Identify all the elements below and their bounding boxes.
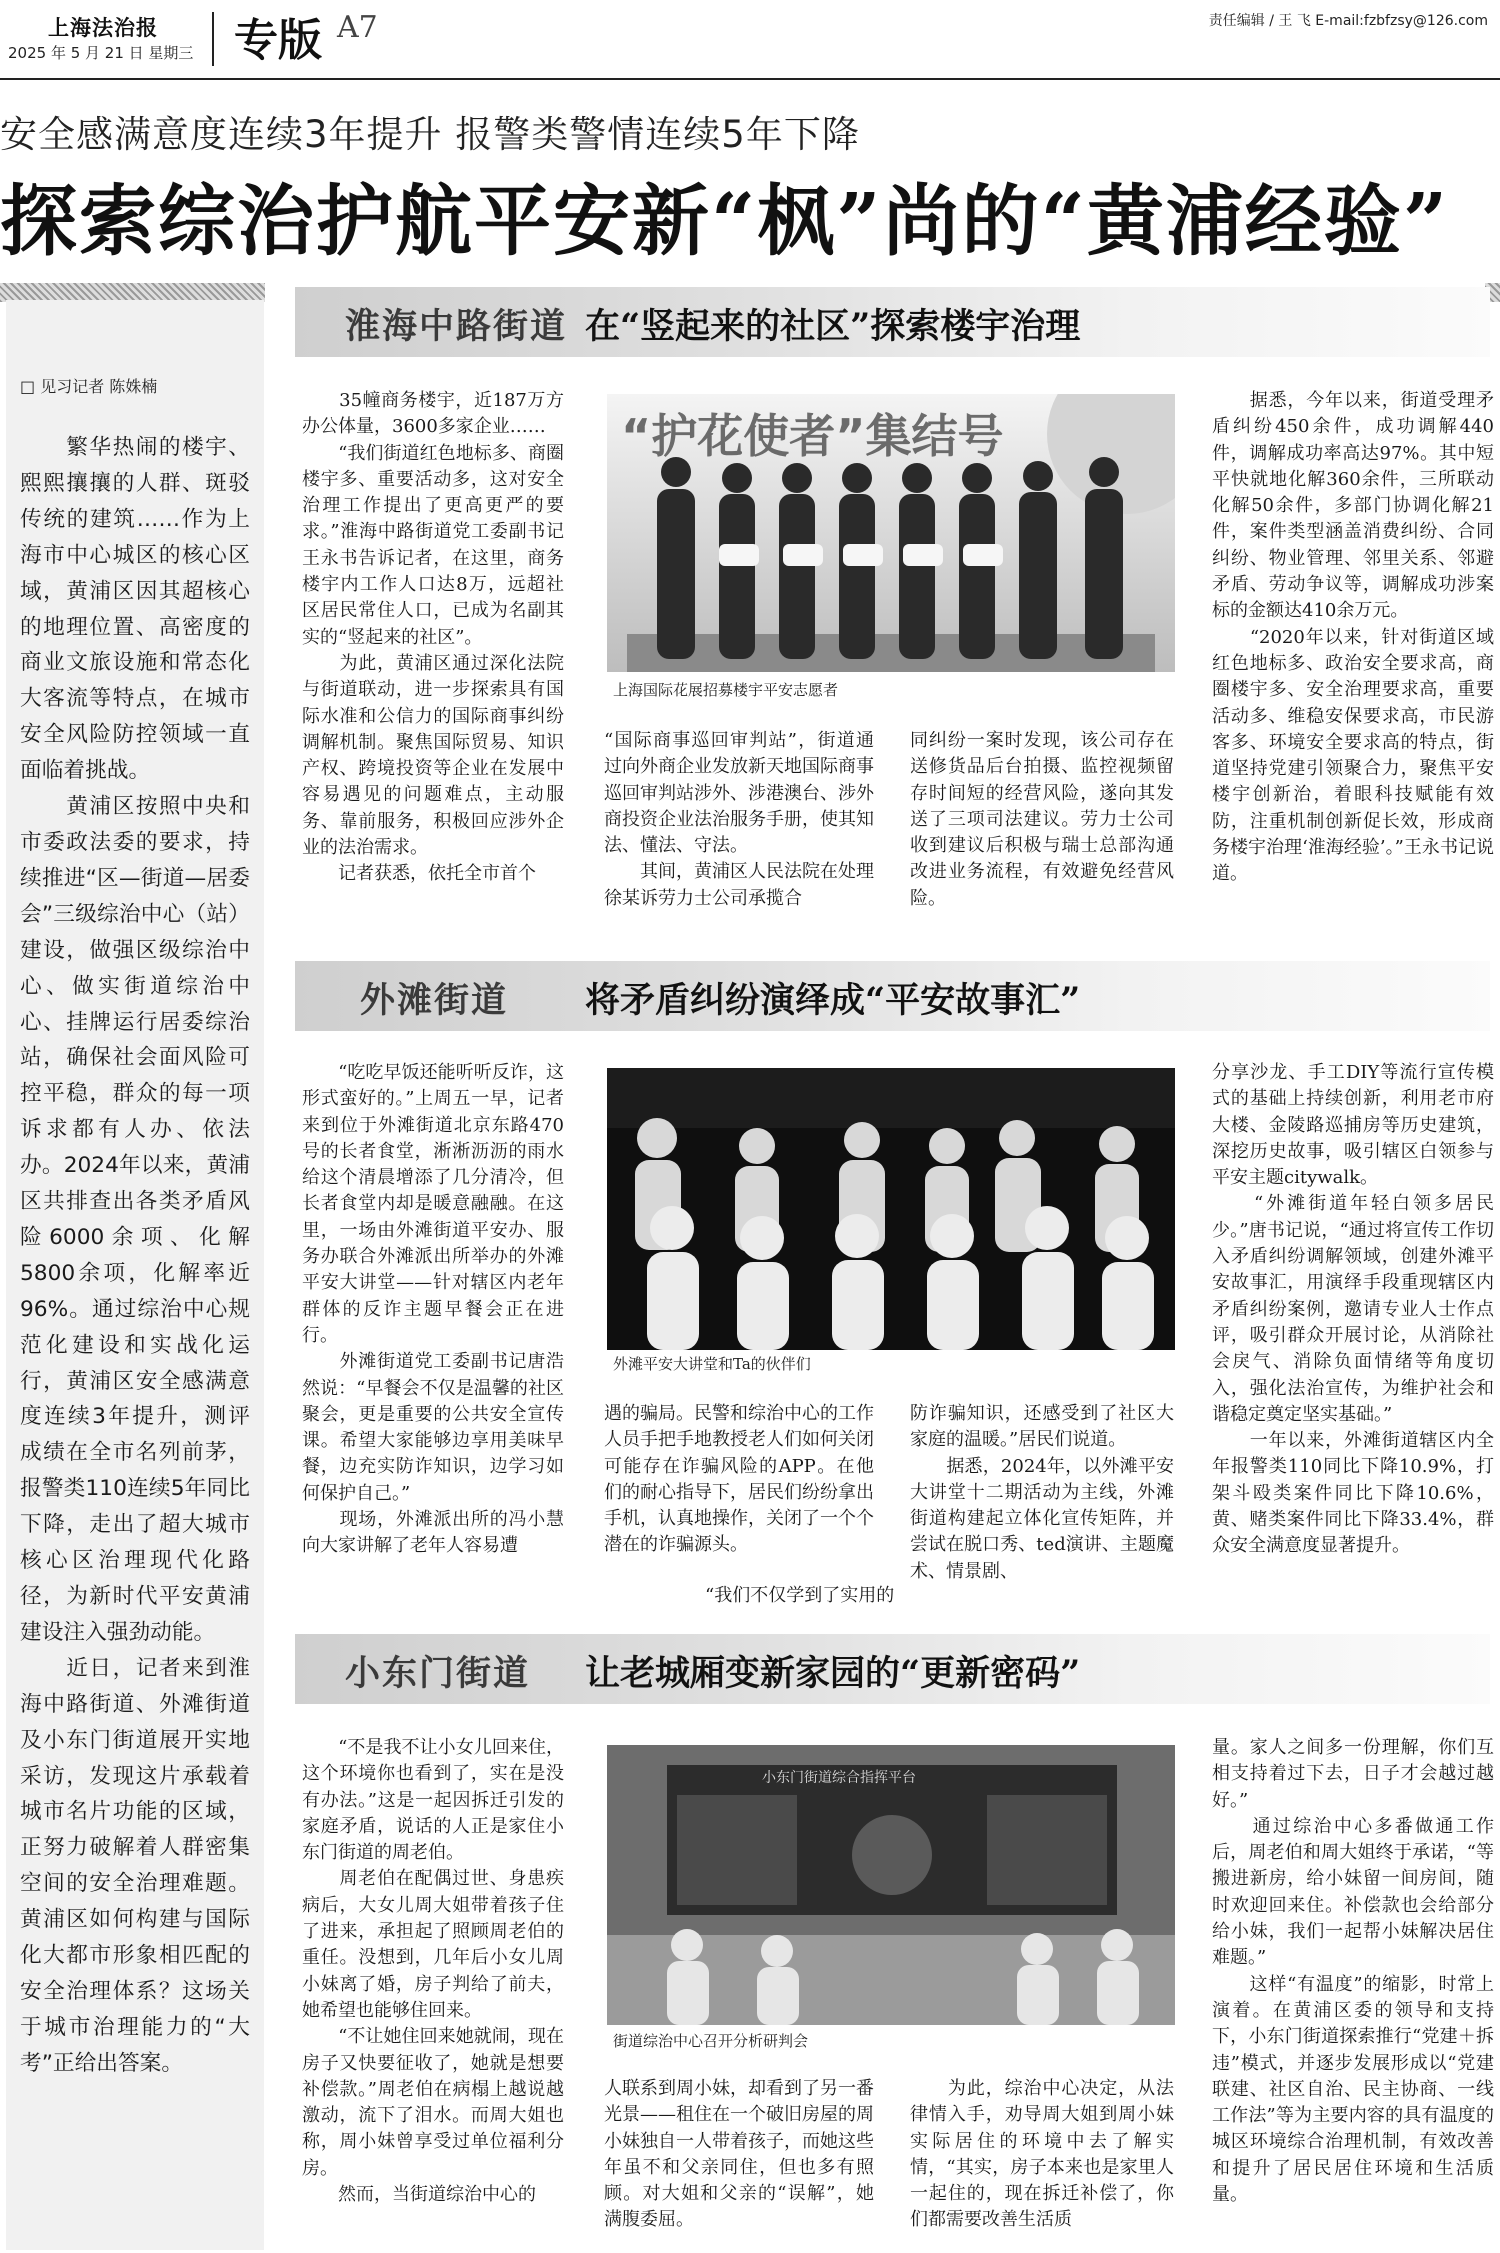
page-number: A7 — [337, 10, 378, 45]
section-header-xiaodongmen — [295, 1634, 1490, 1704]
editor-line: 责任编辑 / 王 飞 E-mail:fzbfzsy@126.com — [1208, 13, 1488, 29]
subtitle: 安全感满意度连续3年提升 报警类警情连续5年下降 — [0, 113, 860, 156]
intro-text: 繁华热闹的楼宇、熙熙攘攘的人群、斑驳传统的建筑……作为上海市中心城区的核心区域，黄浦区因其超核心的地理位置、高密度的商业文旅设施和常态化大客流等特点，在城市安全风险防控领域一直面临着挑战。 黄浦区按照中央和市委政法委的要求，持续推进“区—街道—居委会”三级综治中心（站）建设，做强区级综治中心、做实街道综治中心、挂牌运行居委综治站，确保社会面风险可控平稳，群众的每一项诉求都有人办、依法办。2024年以来，黄浦区共排查出各类矛盾风险6000余项、化解5800余项，化解率近96%。通过综治中心规范化建设和实战化运行，黄浦区安全感满意度连续3年提升，测评成绩在全市名列前茅，报警类110连续5年同比下降，走出了超大城市核心区治理现代化路径，为新时代平安黄浦建设注入强劲动能。 近日，记者来到淮海中路街道、外滩街道及小东门街道展开实地采访，发现这片承载着城市名片功能的区域，正努力破解着人群密集空间的安全治理难题。黄浦区如何构建与国际化大都市形象相匹配的安全治理体系？这场关于城市治理能力的“大考”正给出答案。 — [20, 435, 250, 2076]
photo-banner-text: 小东门街道综合指挥平台 — [762, 1770, 916, 1786]
issue-date: 2025 年 5 月 21 日 星期三 — [8, 44, 194, 62]
article-column: 人联系到周小妹，却看到了另一番光景——租住在一个破旧房屋的周小妹独自一人带着孩子，而她这些年虽不和父亲同住，但也多有照顾。对大姐和父亲的“误解”，她满腹委屈。 — [604, 2078, 874, 2231]
masthead — [0, 0, 1500, 80]
photo-volunteers — [607, 394, 1175, 672]
article-column: 据悉，今年以来，街道受理矛盾纠纷450余件，成功调解440件，调解成功率高达97%。其中短平快就地化解360余件，三所联动化解50余件，多部门协调化解21件，案件类型涵盖消费纠纷、合同纠纷、物业管理、邻里关系、邻避矛盾、劳动争议等，调解成功涉案标的金额达410余万元。 “2020年以来，针对街道区域红色地标多、政治安全要求高，商圈楼宇多、安全治理要求高，重要活动多、维稳安保要求高，市民游客多、环境安全要求高的特点，街道坚持党建引领聚合力，聚焦平安楼宇创新治，着眼科技赋能有效防，注重机制创新促长效，形成商务楼宇治理‘淮海经验’。”王永书记说道。 — [1212, 390, 1494, 885]
author-byline: □ 见习记者 陈姝楠 — [20, 377, 158, 396]
article-column: 为此，综治中心决定，从法律情入手，劝导周大姐到周小妹实际居住的环境中去了解实情，“其实，房子本来也是家里人一起住的，现在拆迁补偿了，你们都需要改善生活质 — [910, 2078, 1174, 2231]
photo-caption: 外滩平安大讲堂和Ta的伙伴们 — [613, 1355, 811, 1373]
article-column-tail: “我们不仅学到了实用的 — [705, 1585, 895, 1606]
article-column: “吃吃早饭还能听听反诈，这形式蛮好的。”上周五一早，记者来到位于外滩街道北京东路470号的长者食堂，淅淅沥沥的雨水给这个清晨增添了几分清冷，但长者食堂内却是暖意融融。在这里，一场由外滩街道平安办、服务办联合外滩派出所举办的外滩平安大讲堂——针对辖区内老年群体的反诈主题早餐会正在进行。 外滩街道党工委副书记唐浩然说：“早餐会不仅是温馨的社区聚会，更是重要的公共安全宣传课。希望大家能够边享用美味早餐，边充实防诈知识，边学习如何保护自己。” 现场，外滩派出所的冯小慧向大家讲解了老年人容易遭 — [302, 1062, 564, 1557]
headline: 探索综治护航平安新“枫”尚的“黄浦经验” — [0, 177, 1450, 267]
masthead-divider — [212, 12, 214, 66]
photo-image — [607, 1745, 1175, 2025]
article-column: “国际商事巡回审判站”，街道通过向外商企业发放新天地国际商事巡回审判站涉外、涉港澳台、涉外商投资企业法治服务手册，使其知法、懂法、守法。 其间，黄浦区人民法院在处理徐某诉劳力士公司承揽合 — [604, 730, 874, 909]
section-street: 淮海中路街道 — [345, 306, 568, 347]
article-column: 防诈骗知识，还感受到了社区大家庭的温暖。”居民们说道。 据悉，2024年，以外滩平安大讲堂十二期活动为主线，外滩街道构建起立体化宣传矩阵，并尝试在脱口秀、ted演讲、主题魔术、情景剧、 — [910, 1403, 1174, 1582]
article-column: “不是我不让小女儿回来住，这个环境你也看到了，实在是没有办法。”这是一起因拆迁引发的家庭矛盾，说话的人正是家住小东门街道的周老伯。 周老伯在配偶过世、身患疾病后，大女儿周大姐带着孩子住了进来，承担起了照顾周老伯的重任。没想到，几年后小女儿周小妹离了婚，房子判给了前夫，她希望也能够住回来。 “不让她住回来她就闹，现在房子又快要征收了，她就是想要补偿款。”周老伯在病榻上越说越激动，流下了泪水。而周大姐也称，周小妹曾享受过单位福利分房。 然而，当街道综治中心的 — [302, 1737, 564, 2206]
article-column: 35幢商务楼宇，近187万方办公体量，3600多家企业…… “我们街道红色地标多、商圈楼宇多、重要活动多，这对安全治理工作提出了更高更严的要求。”淮海中路街道党工委副书记王永书告诉记者，在这里，商务楼宇内工作人口达8万，远超社区居民常住人口，已成为名副其实的“竖起来的社区”。 为此，黄浦区通过深化法院与街道联动，进一步探索具有国际水准和公信力的国际商事纠纷调解机制。聚焦国际贸易、知识产权、跨境投资等企业在发展中容易遇见的问题难点，主动服务、靠前服务，积极回应涉外企业的法治需求。 记者获悉，依托全市首个 — [302, 390, 564, 885]
photo-caption: 街道综治中心召开分析研判会 — [613, 2032, 809, 2050]
section-header-waitan — [295, 961, 1490, 1031]
article-column: 分享沙龙、手工DIY等流行宣传模式的基础上持续创新，利用老市府大楼、金陵路巡捕房等历史建筑，深挖历史故事，吸引辖区白领参与平安主题citywalk。 “外滩街道年轻白领多居民少。”唐书记说，“通过将宣传工作切入矛盾纠纷调解领域，创建外滩平安故事汇，用演绎手段重现辖区内矛盾纠纷案例，邀请专业人士作点评，吸引群众开展讨论，从消除社会戾气、消除负面情绪等角度切入，强化法治宣传，为维护社会和谐稳定奠定坚实基础。” 一年以来，外滩街道辖区内全年报警类110同比下降10.9%，打架斗殴类案件同比下降10.6%，黄、赌类案件同比下降33.4%，群众安全满意度显著提升。 — [1212, 1062, 1494, 1557]
section-name: 专版 — [234, 15, 322, 66]
photo-banner-text: “护花使者”集结号 — [621, 409, 1004, 463]
photo-image — [607, 1068, 1175, 1350]
article-column: 量。家人之间多一份理解，你们互相支持着过下去，日子才会越过越好。” 通过综治中心多番做通工作后，周老伯和周大姐终于承诺，“等搬进新房，给小妹留一间房间，随时欢迎回来住。补偿款也会给部分给小妹，我们一起帮小妹解决居住难题。” 这样“有温度”的缩影，时常上演着。在黄浦区委的领导和支持下，小东门街道探索推行“党建＋拆违”模式，并逐步发展形成以“党建联建、社区自治、民主协商、一线工作法”等为主要内容的具有温度的城区环境综合治理机制，有效改善和提升了居民居住环境和生活质量。 — [1212, 1737, 1494, 2206]
article-column: 遇的骗局。民警和综治中心的工作人员手把手地教授老人们如何关闭可能存在诈骗风险的APP。在他们的耐心指导下，居民们纷纷拿出手机，认真地操作，关闭了一个个潜在的诈骗源头。 — [604, 1403, 874, 1556]
section-title: 将矛盾纠纷演绎成“平安故事汇” — [585, 980, 1081, 1021]
photo-lecture-partners — [607, 1068, 1175, 1350]
section-title: 让老城厢变新家园的“更新密码” — [585, 1653, 1081, 1694]
section-street: 外滩街道 — [360, 980, 509, 1021]
section-title: 在“竖起来的社区”探索楼宇治理 — [585, 306, 1081, 347]
photo-analysis-meeting — [607, 1745, 1175, 2025]
section-street: 小东门街道 — [345, 1653, 531, 1694]
photo-caption: 上海国际花展招募楼宇平安志愿者 — [613, 681, 839, 699]
section-header-huaihai — [295, 287, 1490, 357]
paper-name: 上海法治报 — [48, 15, 158, 40]
article-column: 同纠纷一案时发现，该公司存在送修货品后台拍摄、监控视频留存时间短的经营风险，遂向其发送了三项司法建议。劳力士公司收到建议后积极与瑞士总部沟通改进业务流程，有效避免经营风险。 — [910, 730, 1174, 909]
